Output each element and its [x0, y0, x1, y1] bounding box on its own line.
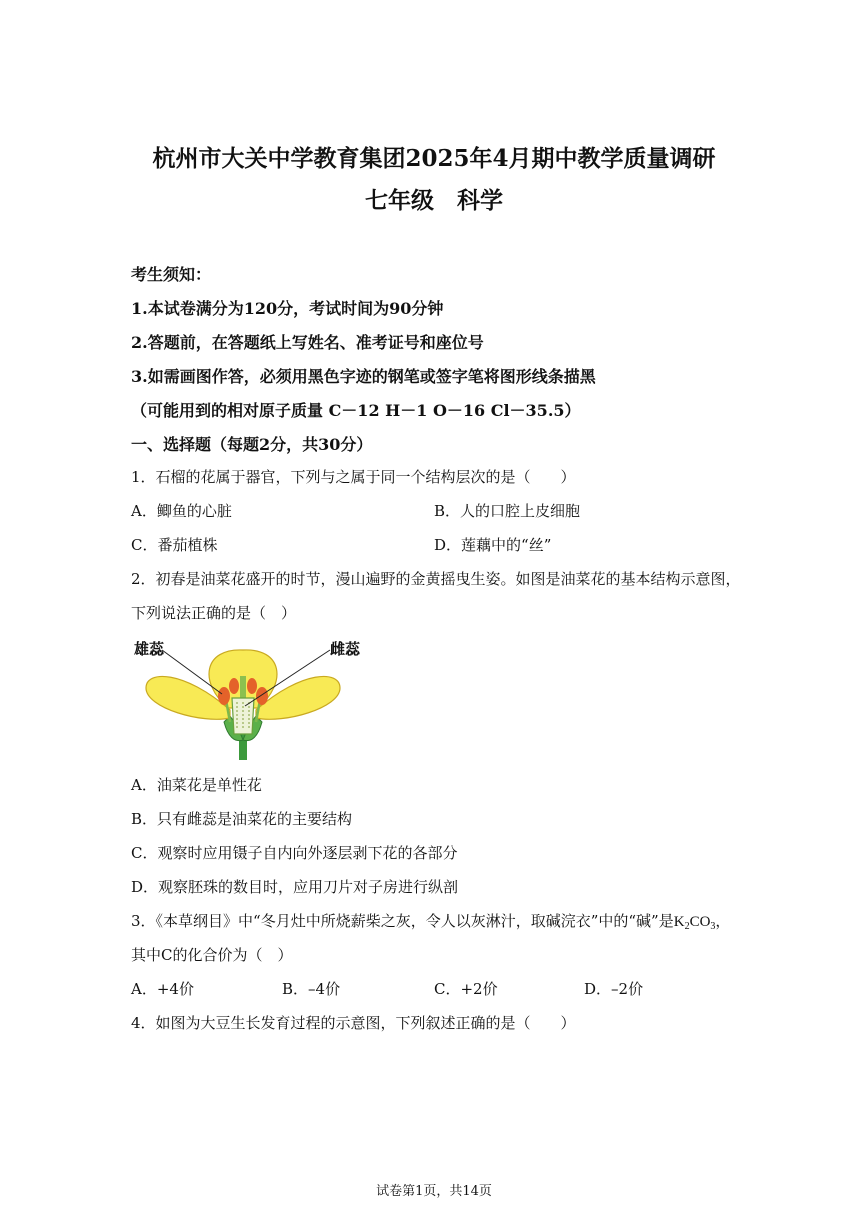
question-2-stem: 2．初春是油菜花盛开的时节，漫山遍野的金黄摇曳生姿。如图是油菜花的基本结构示意图， — [131, 570, 741, 588]
q3-option-c: C．+2价 — [434, 980, 498, 998]
q2-option-c: C．观察时应用镊子自内向外逐层剥下花的各部分 — [131, 844, 458, 862]
chem-formula: $K_2CO_3$ — [673, 914, 716, 932]
q1-option-c: C．番茄植株 — [131, 536, 218, 554]
notice-item: 1.本试卷满分为120分，考试时间为90分钟 — [131, 299, 444, 318]
question-3-stem: 3．《本草纲目》中“冬月灶中所烧薪柴之灰，令人以灰淋汁，取碱浣衣”中的“碱”是$K_2CO_3$， — [131, 912, 731, 932]
pistil-label: 雌蕊 — [330, 640, 361, 658]
notice-item: 2.答题前，在答题纸上写姓名、准考证号和座位号 — [131, 333, 484, 352]
page-title: 杭州市大关中学教育集团2025年4月期中教学质量调研 — [152, 145, 716, 172]
question-4-stem: 4．如图为大豆生长发育过程的示意图，下列叙述正确的是（ ） — [131, 1014, 576, 1032]
stamen-anther — [256, 687, 268, 705]
stamen-anther — [218, 687, 230, 705]
stamen-anther — [229, 678, 239, 694]
q3-option-b: B．–4价 — [282, 980, 341, 998]
q3-option-a: A．+4价 — [131, 980, 194, 998]
notice-heading: 考生须知： — [131, 265, 212, 284]
q2-option-b: B．只有雌蕊是油菜花的主要结构 — [131, 810, 353, 828]
question-2-stem-cont: 下列说法正确的是（ ） — [131, 604, 297, 622]
page-subtitle: 七年级 科学 — [365, 187, 503, 214]
q1-option-a: A．鲫鱼的心脏 — [131, 502, 232, 520]
stamen-label: 雄蕊 — [134, 640, 165, 658]
stamen-anther — [247, 678, 257, 694]
q1-option-b: B．人的口腔上皮细胞 — [434, 502, 581, 520]
question-1-stem: 1．石榴的花属于器官，下列与之属于同一个结构层次的是（ ） — [131, 468, 576, 486]
notice-item: 3.如需画图作答，必须用黑色字迹的钢笔或签字笔将图形线条描黑 — [131, 367, 596, 386]
page-footer: 试卷第1页，共14页 — [376, 1184, 492, 1199]
rapeseed-flower-diagram — [132, 636, 372, 760]
q3-option-d: D．–2价 — [584, 980, 644, 998]
q1-option-d: D．莲藕中的“丝” — [434, 536, 552, 554]
q2-option-a: A．油菜花是单性花 — [131, 776, 262, 794]
section-heading: 一、选择题（每题2分，共30分） — [131, 435, 373, 454]
atomic-mass-note: （可能用到的相对原子质量 C－12 H－1 O－16 Cl－35.5） — [131, 401, 581, 420]
q3-stem-text: 3．《本草纲目》中“冬月灶中所烧薪柴之灰，令人以灰淋汁，取碱浣衣”中的“碱”是 — [131, 912, 674, 930]
q2-option-d: D．观察胚珠的数目时，应用刀片对子房进行纵剖 — [131, 878, 459, 896]
pistil-style — [240, 676, 246, 698]
question-3-stem-cont: 其中C的化合价为（ ） — [131, 946, 293, 964]
